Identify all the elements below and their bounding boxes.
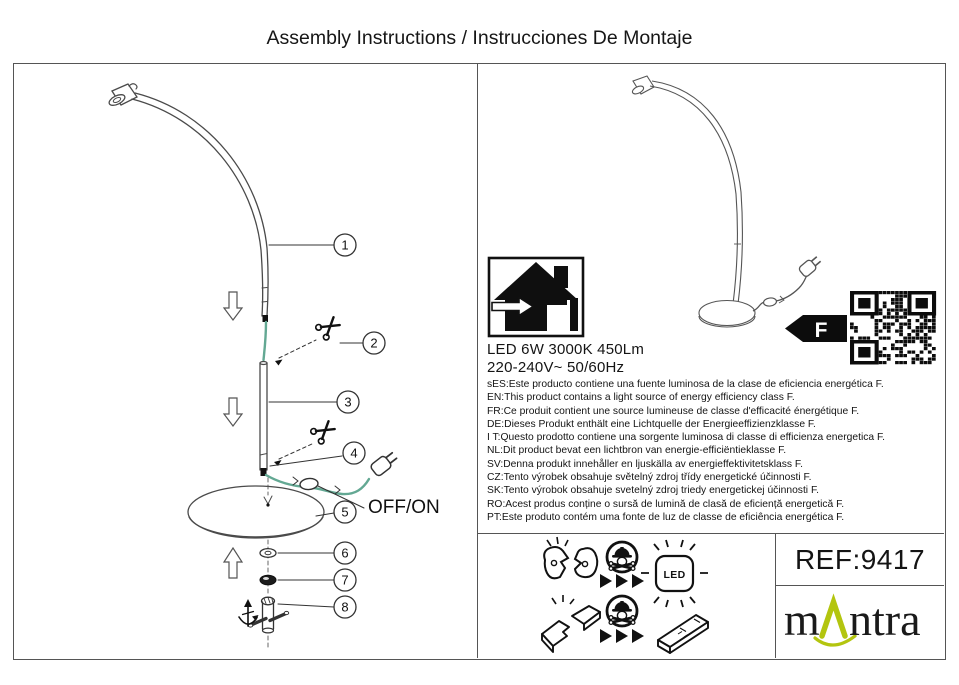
down-arrow-icon [224, 292, 242, 320]
language-line: I T:Questo prodotto contiene una sorgente luminosa di classe di efficienza energetica F. [487, 432, 886, 444]
energy-class-letter: F [814, 319, 828, 342]
language-line: RO:Acest produs conține o sursă de lumină de clasă de eficiență energetică F. [487, 498, 845, 510]
callout-6 [278, 542, 356, 564]
switch-label: OFF/ON [368, 497, 440, 518]
scissors-icon [315, 314, 342, 341]
language-line: DE:Dieses Produkt enthält eine Lichtquelle der Energieeffizienzklasse F. [487, 418, 816, 430]
scissors-icon [310, 418, 337, 445]
callout-3 [269, 391, 359, 413]
language-line: FR:Ce produit contient une source lumineuse de classe d'efficacité énergétique F. [487, 405, 860, 417]
brand-text-right: ntra [849, 594, 921, 645]
led-lamp-icon [641, 540, 708, 607]
up-arrow-icon [224, 548, 242, 578]
replace-arrows-icon [600, 629, 644, 643]
callout-7 [278, 569, 356, 591]
power-plug-small [798, 254, 823, 277]
lamp-head [108, 84, 137, 108]
callout-4 [343, 442, 365, 464]
spec-voltage: 220-240V~ 50/60Hz [487, 359, 625, 376]
svg-text:7: 7 [341, 572, 349, 588]
cut-tie-step-2 [270, 418, 365, 466]
spec-power: LED 6W 3000K 450Lm [487, 341, 645, 358]
ref-label: REF:9417 [794, 543, 926, 575]
language-line: SK:Tento výrobok obsahuje svetelný zdroj triedy energetickej účinnosti F. [487, 485, 819, 497]
svg-text:6: 6 [341, 545, 349, 561]
power-switch-small [763, 297, 777, 307]
language-line: sES:Este producto contiene una fuente luminosa de la clase de eficiencia energética F. [487, 379, 884, 390]
callout-8 [278, 596, 356, 618]
assembled-lamp-diagram [631, 76, 822, 327]
mantra-logo [781, 589, 939, 655]
lamp-base-small [699, 301, 755, 328]
energy-class-arrow [785, 315, 847, 342]
language-line: EN:This product contains a light source of energy efficiency class F. [487, 392, 795, 404]
broken-driver-icon [542, 595, 600, 652]
down-arrow-icon [224, 398, 242, 426]
nut [260, 575, 276, 585]
leader-arrowhead [275, 360, 283, 366]
page-title: Assembly Instructions / Instrucciones De Montaje [266, 27, 693, 49]
lamp-arm [132, 93, 268, 316]
language-line: CZ:Tento výrobek obsahuje světelný zdroj třídy energetické účinnosti F. [487, 472, 812, 484]
technician-icon [607, 542, 637, 572]
lamp-arm-small [650, 81, 742, 304]
svg-text:LED: LED [663, 569, 686, 581]
cable [264, 322, 267, 360]
ref-box [776, 534, 944, 585]
power-plug [370, 450, 399, 477]
brand-caret [822, 602, 845, 636]
qr-code [847, 288, 940, 368]
broken-led-icon [544, 537, 597, 578]
language-line: PT:Este produto contém uma fonte de luz de classe de eficiência energética F. [487, 511, 845, 523]
exploded-diagram [108, 84, 440, 650]
washer [260, 549, 276, 558]
replace-arrows-icon [600, 574, 644, 588]
language-line: SV:Denna produkt innehåller en ljuskälla av energieffektivitetsklass F. [487, 458, 803, 470]
svg-text:1: 1 [341, 237, 349, 253]
svg-text:8: 8 [341, 599, 349, 615]
svg-text:5: 5 [341, 504, 349, 520]
pole [260, 362, 267, 471]
cut-tie-step [275, 314, 385, 365]
power-cord-small [753, 254, 823, 311]
driver-icon [658, 615, 708, 653]
callout-1 [269, 234, 356, 256]
locking-knob [248, 597, 288, 633]
technician-icon [607, 596, 637, 626]
svg-text:2: 2 [370, 335, 378, 351]
callout-2 [363, 332, 385, 354]
language-line: NL:Dit product bevat een lichtbron van energie-efficiëntieklasse F. [487, 445, 787, 457]
brand-text-left: m [784, 594, 820, 645]
arm-connector-tip [263, 315, 269, 322]
svg-text:4: 4 [350, 445, 358, 461]
brand-logo [776, 586, 944, 658]
language-block [487, 378, 885, 524]
svg-text:3: 3 [344, 394, 352, 410]
spec-block [487, 341, 644, 377]
indoor-use-icon [489, 258, 583, 336]
